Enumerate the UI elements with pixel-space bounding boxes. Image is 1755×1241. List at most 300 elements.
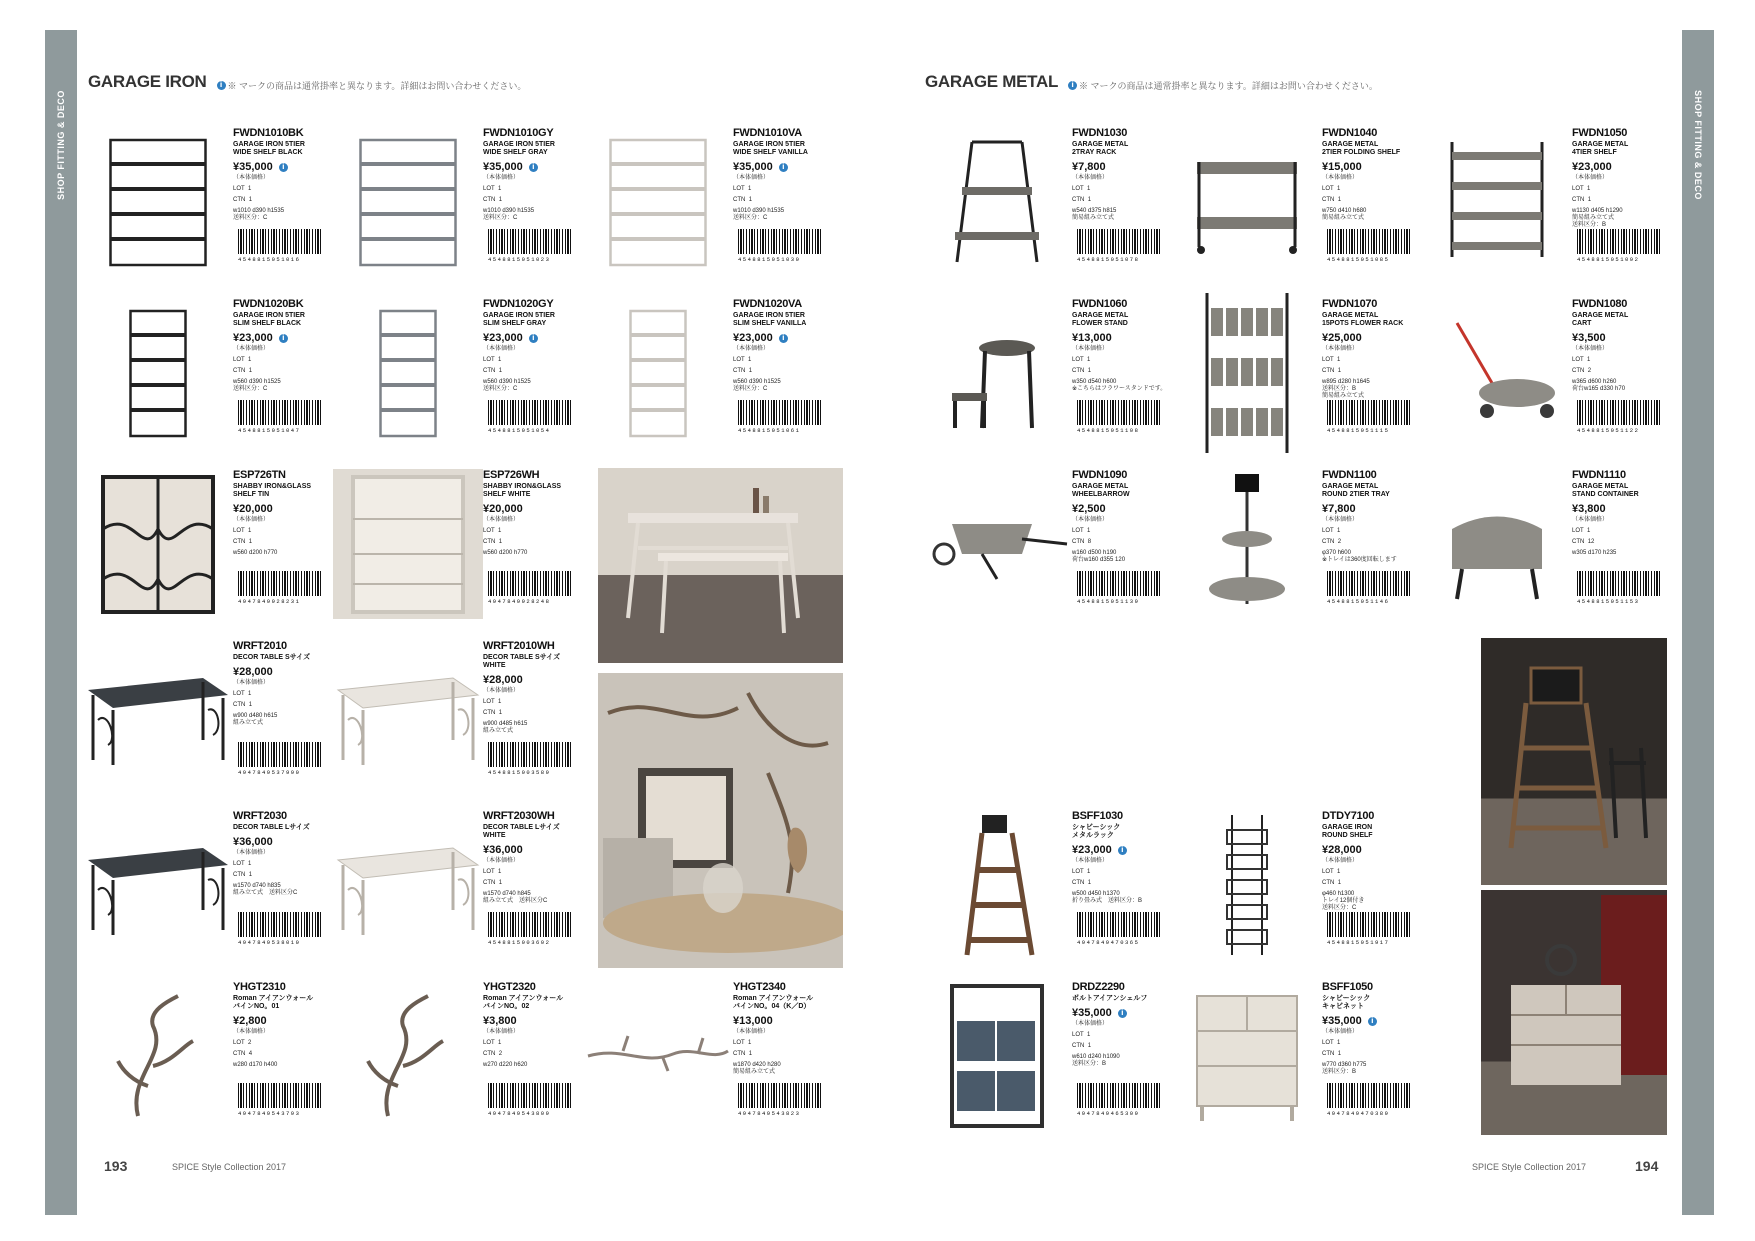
info-icon: i bbox=[217, 81, 226, 90]
ctn-value: 1 bbox=[498, 880, 503, 886]
barcode-number: 4548815051030 bbox=[738, 256, 801, 263]
ctn-value: 1 bbox=[1337, 1051, 1342, 1057]
lot-label: LOT bbox=[233, 528, 245, 534]
product-code: FWDN1110 bbox=[1572, 469, 1626, 481]
product-code: FWDN1020BK bbox=[233, 298, 304, 310]
product-price-row bbox=[1072, 1007, 1182, 1019]
ctn-row bbox=[483, 195, 593, 206]
barcode-bars bbox=[238, 571, 323, 596]
ctn-value: 4 bbox=[248, 1051, 253, 1057]
product-size: w500 d450 h1370 折り畳み式 送料区分：B bbox=[1072, 891, 1143, 904]
ctn-label: CTN bbox=[733, 1051, 746, 1057]
lot-row bbox=[233, 184, 343, 195]
barcode bbox=[238, 571, 323, 605]
product-code: ESP726TN bbox=[233, 469, 286, 481]
lot-label: LOT bbox=[233, 691, 245, 697]
barcode-number: 4548815051108 bbox=[1077, 427, 1140, 434]
product-size: w305 d170 h235 bbox=[1572, 550, 1617, 556]
barcode bbox=[488, 1083, 573, 1117]
tax-note: （本体価格） bbox=[233, 517, 270, 523]
tax-note: （本体価格） bbox=[1072, 1021, 1109, 1027]
ctn-label: CTN bbox=[233, 368, 246, 374]
barcode-bars bbox=[238, 229, 323, 254]
lot-row bbox=[1572, 355, 1682, 366]
ctn-value: 1 bbox=[748, 197, 753, 203]
product-card bbox=[83, 981, 333, 1141]
product-details bbox=[1072, 981, 1182, 1117]
ctn-value: 1 bbox=[1587, 197, 1592, 203]
lot-value: 1 bbox=[1587, 186, 1591, 192]
lot-value: 1 bbox=[1087, 869, 1091, 875]
product-details bbox=[483, 469, 593, 605]
product-card bbox=[1422, 298, 1672, 458]
tax-note: （本体価格） bbox=[1322, 175, 1359, 181]
info-icon: i bbox=[529, 163, 538, 172]
ctn-value: 2 bbox=[1337, 539, 1342, 545]
product-details bbox=[733, 981, 843, 1117]
product-card bbox=[83, 127, 333, 287]
product-name: シャビーシック メタルラック bbox=[1072, 824, 1121, 839]
ctn-value: 1 bbox=[248, 197, 253, 203]
lot-row bbox=[233, 859, 343, 870]
product-price-row bbox=[733, 161, 843, 173]
lot-label: LOT bbox=[233, 186, 245, 192]
product-card bbox=[583, 298, 833, 458]
product-details bbox=[483, 981, 593, 1117]
product-name: GARAGE METAL 4TIER SHELF bbox=[1572, 141, 1629, 156]
product-card bbox=[333, 810, 583, 970]
product-price-row bbox=[483, 503, 593, 515]
product-price: ¥13,000 bbox=[1072, 332, 1112, 344]
product-code: YHGT2320 bbox=[483, 981, 536, 993]
ctn-label: CTN bbox=[483, 710, 496, 716]
product-name: ボルトアイアンシェルフ bbox=[1072, 995, 1148, 1002]
lot-label: LOT bbox=[483, 528, 495, 534]
barcode bbox=[488, 912, 573, 946]
barcode bbox=[738, 400, 823, 434]
lot-row bbox=[233, 689, 343, 700]
barcode-number: 4548815051092 bbox=[1577, 256, 1640, 263]
lot-value: 1 bbox=[1337, 357, 1341, 363]
product-name: GARAGE IRON 5TIER SLIM SHELF VANILLA bbox=[733, 312, 807, 327]
barcode-bars bbox=[488, 1083, 573, 1108]
barcode bbox=[488, 571, 573, 605]
barcode-number: 4548815051023 bbox=[488, 256, 551, 263]
lot-value: 1 bbox=[248, 691, 252, 697]
product-size: φ460 h1300 トレイ12個付き 送料区分：C bbox=[1322, 891, 1365, 911]
lot-value: 1 bbox=[498, 869, 502, 875]
product-price-row bbox=[233, 161, 343, 173]
lot-row bbox=[233, 526, 343, 537]
product-price: ¥36,000 bbox=[233, 836, 273, 848]
ctn-row bbox=[233, 1049, 343, 1060]
product-image bbox=[583, 981, 733, 1131]
ctn-row bbox=[1572, 366, 1682, 377]
info-icon: i bbox=[1368, 1017, 1377, 1026]
barcode-bars bbox=[488, 742, 573, 767]
ctn-row bbox=[233, 537, 343, 548]
product-size: w560 d390 h1525 送料区分：C bbox=[233, 379, 281, 392]
product-size: w350 d540 h600 ※こちらはフラワースタンドです。 bbox=[1072, 379, 1167, 392]
ctn-row bbox=[1072, 195, 1182, 206]
barcode-number: 4548815051061 bbox=[738, 427, 801, 434]
ctn-value: 1 bbox=[498, 710, 503, 716]
ctn-row bbox=[1572, 537, 1682, 548]
barcode-bars bbox=[1327, 1083, 1412, 1108]
product-details bbox=[233, 298, 343, 434]
barcode-number: 4548815051115 bbox=[1327, 427, 1390, 434]
barcode-number: 4548815051153 bbox=[1577, 598, 1640, 605]
ctn-value: 1 bbox=[498, 539, 503, 545]
ctn-label: CTN bbox=[483, 880, 496, 886]
product-price-row bbox=[483, 674, 593, 686]
product-name: GARAGE METAL STAND CONTAINER bbox=[1572, 483, 1639, 498]
ctn-label: CTN bbox=[1572, 197, 1585, 203]
right-sidebar bbox=[1682, 30, 1714, 1215]
barcode-number: 4947849470389 bbox=[1327, 1110, 1390, 1117]
barcode-bars bbox=[1077, 229, 1162, 254]
ctn-value: 1 bbox=[748, 368, 753, 374]
right-page-note bbox=[1068, 79, 1378, 92]
ctn-row bbox=[1322, 878, 1432, 889]
barcode-number: 4947849543809 bbox=[488, 1110, 551, 1117]
product-price-row bbox=[233, 1015, 343, 1027]
product-card bbox=[922, 298, 1172, 458]
product-card bbox=[1172, 810, 1422, 970]
product-details bbox=[1322, 469, 1432, 605]
info-icon: i bbox=[1118, 1009, 1127, 1018]
barcode-bars bbox=[238, 400, 323, 425]
product-image bbox=[333, 298, 483, 448]
info-icon: i bbox=[779, 163, 788, 172]
product-size: w560 d200 h770 bbox=[233, 550, 278, 556]
barcode-bars bbox=[738, 229, 823, 254]
ctn-label: CTN bbox=[733, 197, 746, 203]
info-icon: i bbox=[529, 334, 538, 343]
info-icon: i bbox=[1068, 81, 1077, 90]
lot-value: 1 bbox=[1587, 528, 1591, 534]
barcode bbox=[238, 400, 323, 434]
ctn-label: CTN bbox=[483, 197, 496, 203]
lot-row bbox=[733, 1038, 843, 1049]
product-price-row bbox=[233, 503, 343, 515]
ctn-row bbox=[483, 1049, 593, 1060]
product-price-row bbox=[1322, 332, 1432, 344]
product-card bbox=[922, 469, 1172, 629]
ctn-label: CTN bbox=[233, 702, 246, 708]
product-price-row bbox=[1322, 503, 1432, 515]
product-price: ¥23,000 bbox=[1072, 844, 1112, 856]
product-size: w1010 d390 h1535 送料区分：C bbox=[233, 208, 285, 221]
lot-value: 1 bbox=[748, 186, 752, 192]
decor-wall-photo bbox=[598, 673, 843, 968]
ctn-row bbox=[233, 195, 343, 206]
barcode bbox=[1577, 229, 1662, 263]
barcode-bars bbox=[738, 400, 823, 425]
ctn-row bbox=[1322, 1049, 1432, 1060]
barcode-number: 4947849537990 bbox=[238, 769, 301, 776]
lot-value: 1 bbox=[498, 699, 502, 705]
product-name: GARAGE METAL 2TIER FOLDING SHELF bbox=[1322, 141, 1401, 156]
barcode bbox=[238, 912, 323, 946]
ctn-row bbox=[1322, 366, 1432, 377]
product-card bbox=[83, 298, 333, 458]
ctn-label: CTN bbox=[1072, 197, 1085, 203]
barcode-bars bbox=[488, 229, 573, 254]
ctn-value: 1 bbox=[248, 539, 253, 545]
lot-row bbox=[1072, 1030, 1182, 1041]
product-code: WRFT2010 bbox=[233, 640, 287, 652]
lot-value: 1 bbox=[248, 861, 252, 867]
lot-label: LOT bbox=[1072, 528, 1084, 534]
product-code: FWDN1050 bbox=[1572, 127, 1628, 139]
ctn-row bbox=[733, 195, 843, 206]
lot-row bbox=[1322, 355, 1432, 366]
lot-row bbox=[733, 184, 843, 195]
barcode bbox=[1077, 571, 1162, 605]
ctn-row bbox=[1072, 537, 1182, 548]
barcode-bars bbox=[1077, 400, 1162, 425]
lot-label: LOT bbox=[233, 357, 245, 363]
lot-row bbox=[1322, 184, 1432, 195]
tax-note: （本体価格） bbox=[483, 1029, 520, 1035]
product-size: w1010 d390 h1535 送料区分：C bbox=[483, 208, 535, 221]
ctn-label: CTN bbox=[483, 368, 496, 374]
product-price-row bbox=[1072, 332, 1182, 344]
product-code: BSFF1030 bbox=[1072, 810, 1123, 822]
product-price: ¥20,000 bbox=[233, 503, 273, 515]
ctn-value: 1 bbox=[498, 368, 503, 374]
product-price: ¥20,000 bbox=[483, 503, 523, 515]
lot-label: LOT bbox=[233, 1040, 245, 1046]
product-size: w280 d170 h400 bbox=[233, 1062, 278, 1068]
product-name: SHABBY IRON&GLASS SHELF TIN bbox=[233, 483, 312, 498]
product-card bbox=[1172, 298, 1422, 458]
tax-note: （本体価格） bbox=[733, 1029, 770, 1035]
barcode-number: 4548815051054 bbox=[488, 427, 551, 434]
tax-note: （本体価格） bbox=[1572, 175, 1609, 181]
lot-value: 1 bbox=[1087, 1032, 1091, 1038]
product-card bbox=[583, 127, 833, 287]
product-code: DRDZ2290 bbox=[1072, 981, 1125, 993]
lot-label: LOT bbox=[233, 861, 245, 867]
product-details bbox=[1572, 298, 1682, 434]
product-card bbox=[83, 640, 333, 800]
lot-label: LOT bbox=[483, 186, 495, 192]
barcode bbox=[238, 229, 323, 263]
ctn-label: CTN bbox=[1322, 1051, 1335, 1057]
product-price: ¥23,000 bbox=[483, 332, 523, 344]
lot-label: LOT bbox=[483, 357, 495, 363]
product-card bbox=[333, 981, 583, 1141]
product-size: φ370 h600 ※トレイは360度回転します bbox=[1322, 550, 1397, 563]
barcode bbox=[1327, 912, 1412, 946]
barcode-number: 4548815051139 bbox=[1077, 598, 1140, 605]
ctn-row bbox=[483, 366, 593, 377]
left-page-title: GARAGE IRON bbox=[88, 72, 207, 91]
barcode-number: 4947849470365 bbox=[1077, 939, 1140, 946]
ctn-label: CTN bbox=[1072, 539, 1085, 545]
ctn-value: 8 bbox=[1087, 539, 1092, 545]
product-card bbox=[333, 127, 583, 287]
info-icon: i bbox=[279, 334, 288, 343]
lot-value: 1 bbox=[1087, 528, 1091, 534]
lot-row bbox=[1572, 184, 1682, 195]
product-price: ¥35,000 bbox=[483, 161, 523, 173]
product-details bbox=[1322, 298, 1432, 434]
barcode-bars bbox=[1577, 229, 1662, 254]
ctn-row bbox=[483, 878, 593, 889]
left-page-header bbox=[88, 72, 526, 92]
ctn-row bbox=[733, 1049, 843, 1060]
product-card bbox=[333, 298, 583, 458]
barcode bbox=[488, 400, 573, 434]
product-name: GARAGE METAL 2TRAY RACK bbox=[1072, 141, 1129, 156]
barcode bbox=[738, 1083, 823, 1117]
lot-value: 1 bbox=[1087, 357, 1091, 363]
product-price: ¥25,000 bbox=[1322, 332, 1362, 344]
product-image bbox=[333, 127, 483, 277]
product-card bbox=[583, 981, 833, 1141]
ctn-label: CTN bbox=[1322, 880, 1335, 886]
product-price: ¥28,000 bbox=[233, 666, 273, 678]
product-price: ¥23,000 bbox=[1572, 161, 1612, 173]
lot-row bbox=[233, 1038, 343, 1049]
lot-value: 1 bbox=[1337, 186, 1341, 192]
ctn-value: 1 bbox=[1337, 197, 1342, 203]
ctn-label: CTN bbox=[233, 872, 246, 878]
product-details bbox=[483, 640, 593, 776]
lot-label: LOT bbox=[1322, 1040, 1334, 1046]
product-details bbox=[233, 981, 343, 1117]
barcode-number: 4548815051146 bbox=[1327, 598, 1390, 605]
lot-value: 1 bbox=[248, 357, 252, 363]
lot-row bbox=[483, 1038, 593, 1049]
lot-row bbox=[1072, 355, 1182, 366]
lot-row bbox=[1572, 526, 1682, 537]
product-name: Roman アイアンウォール バインNO。01 bbox=[233, 995, 314, 1010]
product-details bbox=[1322, 127, 1432, 263]
barcode-number: 4548815051047 bbox=[238, 427, 301, 434]
product-price-row bbox=[483, 844, 593, 856]
lot-value: 1 bbox=[498, 186, 502, 192]
product-details bbox=[1072, 298, 1182, 434]
product-name: GARAGE METAL FLOWER STAND bbox=[1072, 312, 1129, 327]
barcode bbox=[1077, 229, 1162, 263]
tax-note: （本体価格） bbox=[1072, 346, 1109, 352]
ctn-row bbox=[233, 700, 343, 711]
barcode-number: 4947849543823 bbox=[738, 1110, 801, 1117]
product-image bbox=[1172, 127, 1322, 277]
tax-note: （本体価格） bbox=[233, 175, 270, 181]
product-price: ¥7,800 bbox=[1322, 503, 1356, 515]
tax-note: （本体価格） bbox=[483, 346, 520, 352]
barcode-bars bbox=[1327, 400, 1412, 425]
product-size: w1570 d740 h835 組み立て式 送料区分C bbox=[233, 883, 298, 896]
lot-row bbox=[733, 355, 843, 366]
product-price: ¥3,500 bbox=[1572, 332, 1606, 344]
tax-note: （本体価格） bbox=[1072, 517, 1109, 523]
lot-label: LOT bbox=[733, 357, 745, 363]
lot-label: LOT bbox=[483, 1040, 495, 1046]
left-page-number: 193 bbox=[104, 1158, 128, 1174]
product-image bbox=[1172, 298, 1322, 448]
lot-row bbox=[483, 867, 593, 878]
barcode bbox=[238, 1083, 323, 1117]
ctn-row bbox=[1322, 195, 1432, 206]
lot-value: 1 bbox=[1087, 186, 1091, 192]
lot-row bbox=[483, 697, 593, 708]
right-note-text: ※ マークの商品は通常掛率と異なります。詳細はお問い合わせください。 bbox=[1079, 81, 1378, 91]
product-size: w560 d200 h770 bbox=[483, 550, 528, 556]
product-code: FWDN1020VA bbox=[733, 298, 802, 310]
product-price-row bbox=[233, 332, 343, 344]
product-details bbox=[483, 298, 593, 434]
right-footer-text: SPICE Style Collection 2017 bbox=[1472, 1162, 1587, 1172]
product-image bbox=[1422, 127, 1572, 277]
barcode bbox=[1327, 400, 1412, 434]
product-size: w1010 d390 h1535 送料区分：C bbox=[733, 208, 785, 221]
lot-value: 1 bbox=[248, 186, 252, 192]
tax-note: （本体価格） bbox=[1322, 1029, 1359, 1035]
ctn-row bbox=[1072, 1041, 1182, 1052]
barcode bbox=[488, 229, 573, 263]
product-details bbox=[1072, 127, 1182, 263]
right-sidebar-label: SHOP FITTING & DECO bbox=[1693, 90, 1703, 200]
product-price: ¥35,000 bbox=[233, 161, 273, 173]
ctn-label: CTN bbox=[233, 1051, 246, 1057]
product-name: GARAGE IRON 5TIER WIDE SHELF VANILLA bbox=[733, 141, 808, 156]
product-card bbox=[922, 981, 1172, 1141]
lot-value: 1 bbox=[748, 357, 752, 363]
product-code: WRFT2030WH bbox=[483, 810, 555, 822]
product-code: ESP726WH bbox=[483, 469, 540, 481]
product-code: FWDN1010VA bbox=[733, 127, 802, 139]
product-details bbox=[733, 127, 843, 263]
lot-label: LOT bbox=[1572, 186, 1584, 192]
product-name: Roman アイアンウォール バインNO。02 bbox=[483, 995, 564, 1010]
ctn-label: CTN bbox=[1572, 368, 1585, 374]
product-price-row bbox=[233, 666, 343, 678]
product-details bbox=[1072, 469, 1182, 605]
left-footer-text: SPICE Style Collection 2017 bbox=[172, 1162, 287, 1172]
barcode-bars bbox=[1077, 1083, 1162, 1108]
product-price-row bbox=[1572, 161, 1682, 173]
lot-row bbox=[1072, 526, 1182, 537]
product-code: FWDN1070 bbox=[1322, 298, 1378, 310]
product-details bbox=[1322, 810, 1432, 946]
ctn-row bbox=[1572, 195, 1682, 206]
product-image bbox=[333, 981, 483, 1131]
product-size: w160 d500 h190 荷台w160 d355 120 bbox=[1072, 550, 1126, 563]
right-page-number: 194 bbox=[1635, 1158, 1659, 1174]
barcode-number: 4548815051122 bbox=[1577, 427, 1640, 434]
product-name: GARAGE IRON ROUND SHELF bbox=[1322, 824, 1373, 839]
product-price-row bbox=[1072, 844, 1182, 856]
product-price-row bbox=[483, 161, 593, 173]
tax-note: （本体価格） bbox=[1322, 858, 1359, 864]
product-code: WRFT2010WH bbox=[483, 640, 555, 652]
ctn-label: CTN bbox=[1072, 1043, 1085, 1049]
barcode-bars bbox=[488, 400, 573, 425]
lot-value: 2 bbox=[248, 1040, 252, 1046]
product-price-row bbox=[1322, 1015, 1432, 1027]
product-name: DECOR TABLE Lサイズ WHITE bbox=[483, 824, 560, 839]
lot-row bbox=[1322, 526, 1432, 537]
product-card bbox=[1172, 981, 1422, 1141]
ctn-value: 2 bbox=[498, 1051, 503, 1057]
ctn-value: 1 bbox=[748, 1051, 753, 1057]
